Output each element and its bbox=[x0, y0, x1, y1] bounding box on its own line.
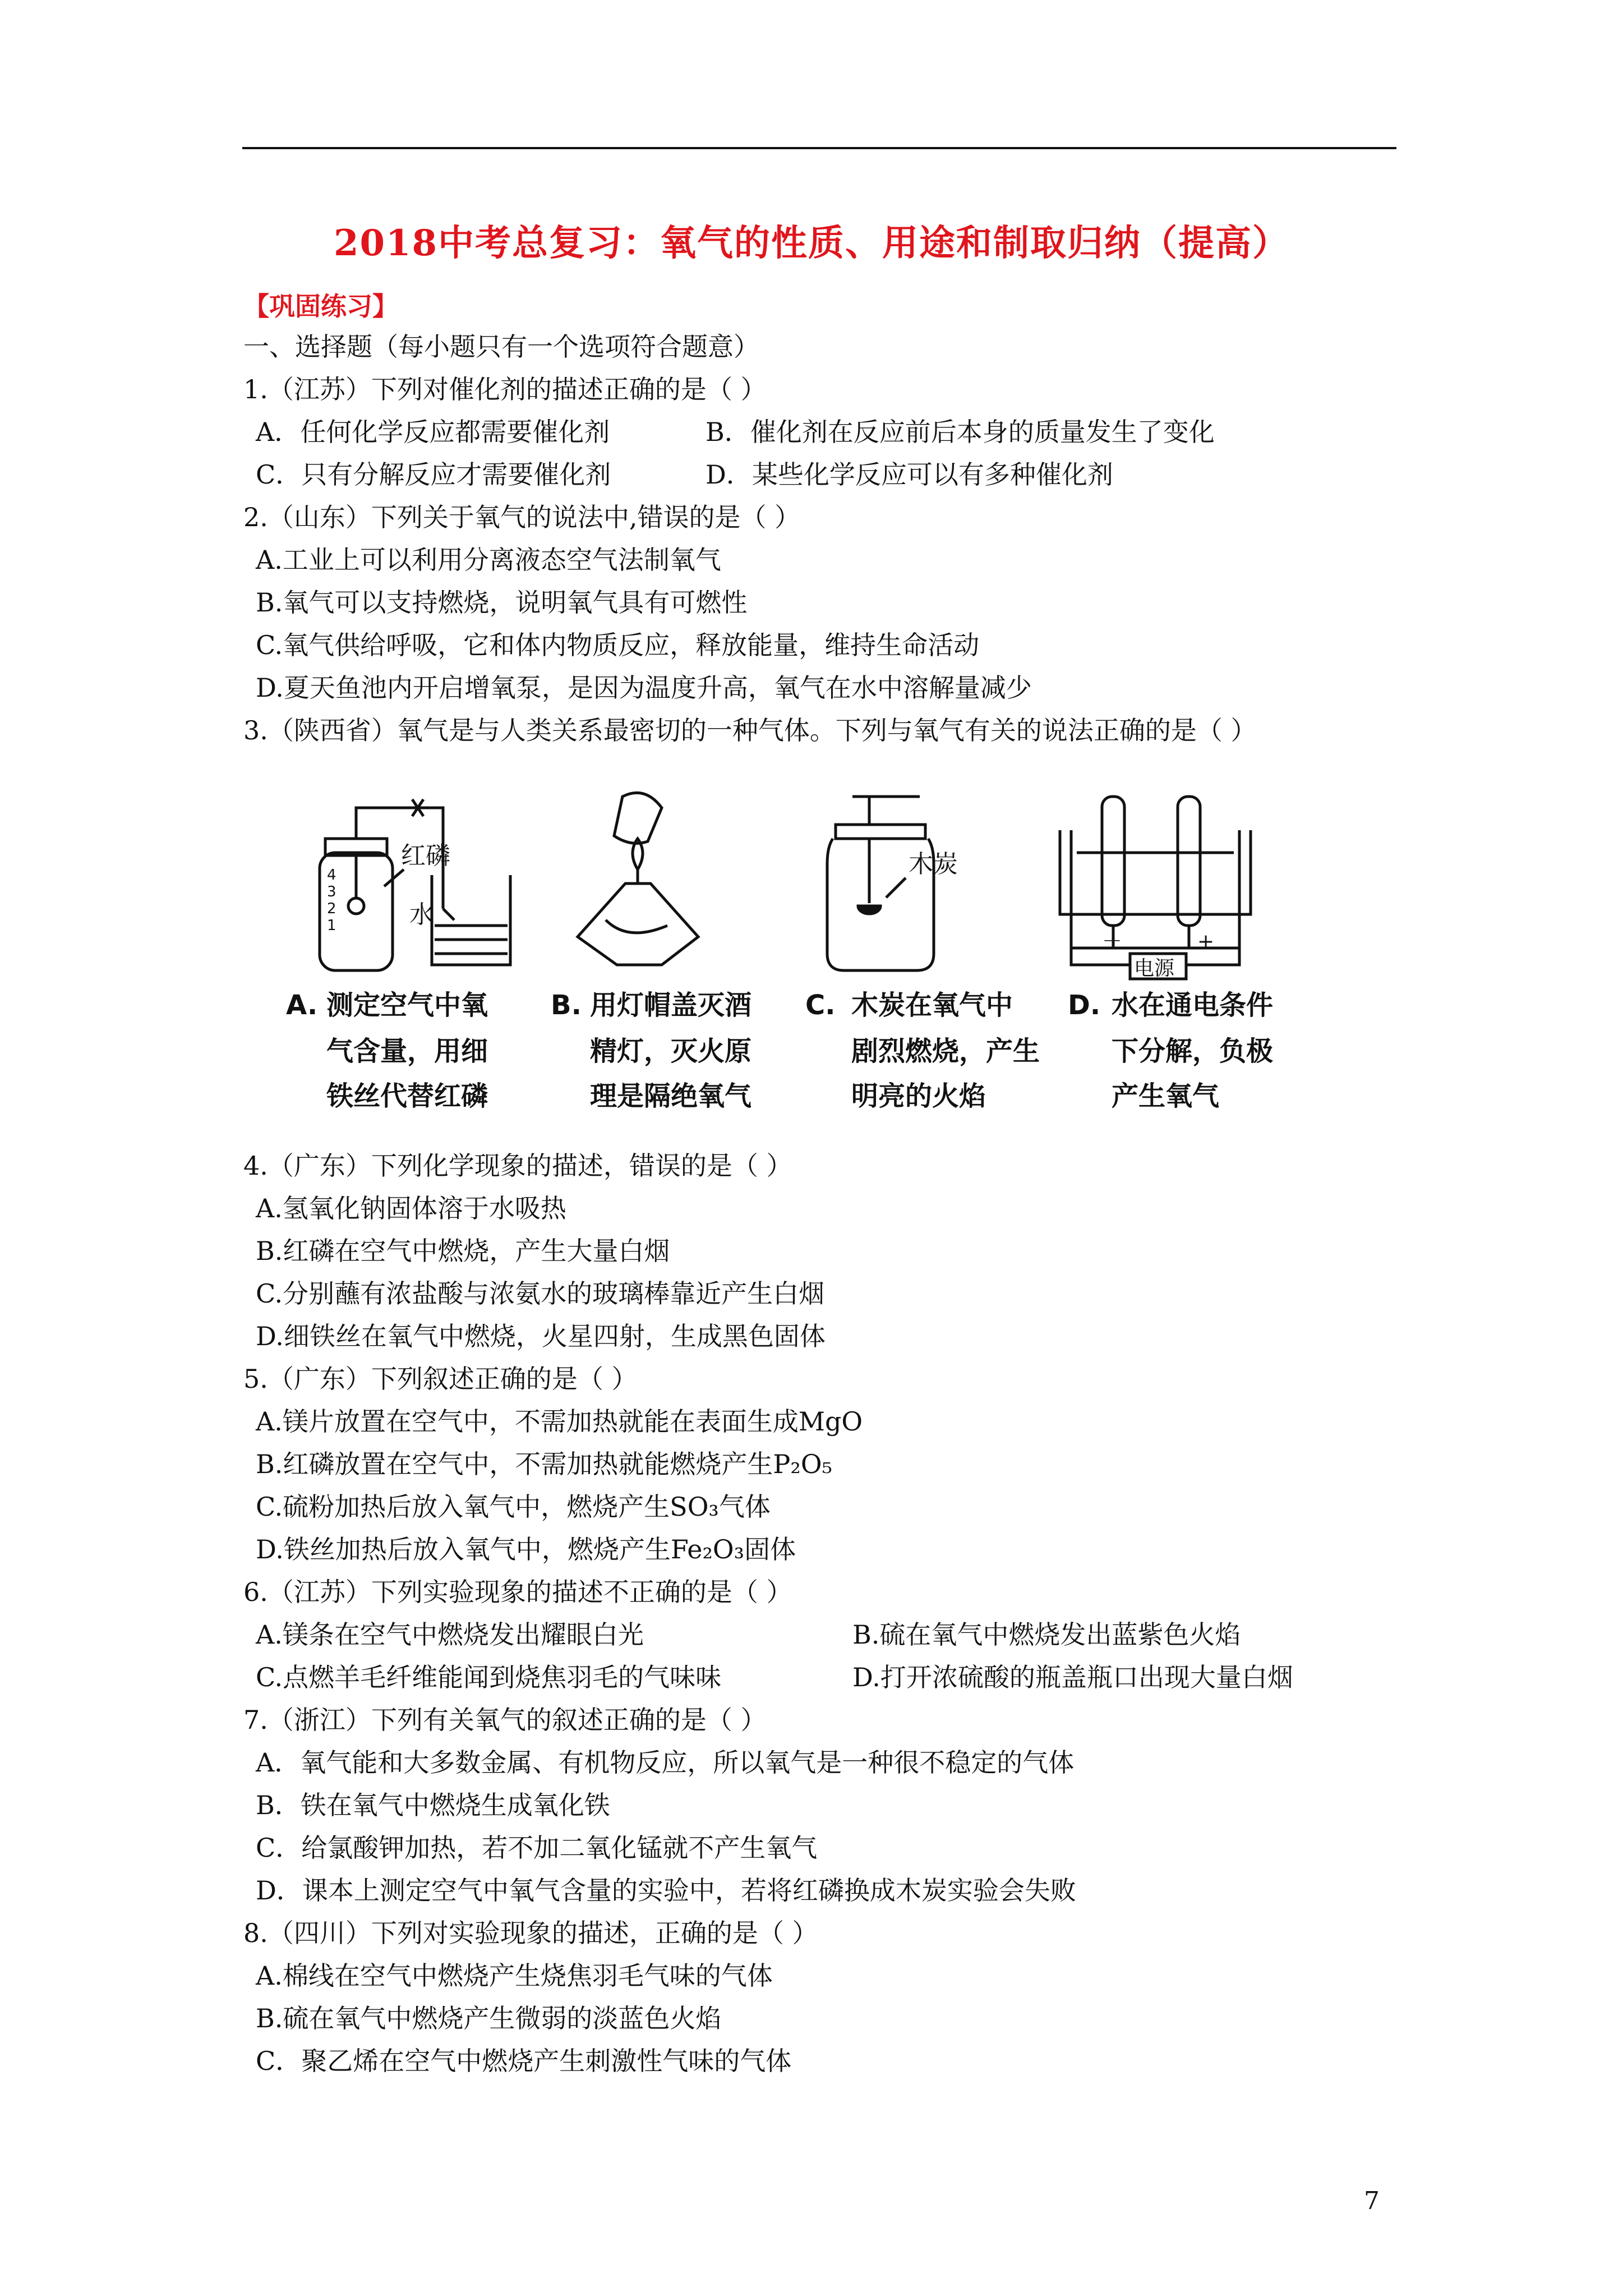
option: A．任何化学反应都需要催化剂 bbox=[256, 417, 610, 447]
scale-2: 2 bbox=[327, 900, 336, 917]
label-plus: + bbox=[1197, 930, 1215, 953]
question-stem: 6.（江苏）下列实验现象的描述不正确的是（ ） bbox=[243, 1577, 792, 1607]
option: B.硫在氧气中燃烧发出蓝紫色火焰 bbox=[852, 1619, 1241, 1650]
caption-d-letter: D. bbox=[1068, 990, 1101, 1021]
caption-c-line: 剧烈燃烧，产生 bbox=[851, 1036, 1040, 1067]
option: A.镁条在空气中燃烧发出耀眼白光 bbox=[256, 1619, 644, 1650]
label-charcoal: 木炭 bbox=[909, 850, 958, 878]
scale-4: 4 bbox=[327, 867, 336, 884]
label-water: 水 bbox=[409, 900, 434, 929]
caption-c-line: 木炭在氧气中 bbox=[851, 990, 1013, 1021]
option: B．催化剂在反应前后本身的质量发生了变化 bbox=[706, 417, 1215, 447]
option: A.棉线在空气中燃烧产生烧焦羽毛气味的气体 bbox=[256, 1961, 773, 1991]
page-title: 2018中考总复习：氧气的性质、用途和制取归纳（提高） bbox=[333, 222, 1290, 264]
question-stem: 8.（四川）下列对实验现象的描述，正确的是（ ） bbox=[243, 1918, 818, 1948]
header-rule bbox=[242, 147, 1396, 149]
section-label: 【巩固练习】 bbox=[243, 291, 398, 321]
option: D.打开浓硫酸的瓶盖瓶口出现大量白烟 bbox=[852, 1662, 1293, 1692]
caption-d-line: 下分解，负极 bbox=[1112, 1036, 1274, 1067]
option: D.铁丝加热后放入氧气中，燃烧产生Fe₂O₃固体 bbox=[256, 1534, 796, 1565]
option: B.硫在氧气中燃烧产生微弱的淡蓝色火焰 bbox=[256, 2003, 722, 2033]
question-stem: 3.（陕西省）氧气是与人类关系最密切的一种气体。下列与氧气有关的说法正确的是（ ） bbox=[243, 715, 1257, 746]
option: D．某些化学反应可以有多种催化剂 bbox=[706, 459, 1113, 490]
option: C.点燃羊毛纤维能闻到烧焦羽毛的气味味 bbox=[256, 1662, 722, 1692]
question-stem: 1.（江苏）下列对催化剂的描述正确的是（ ） bbox=[243, 374, 767, 404]
option: A.镁片放置在空气中，不需加热就能在表面生成MgO bbox=[256, 1406, 863, 1437]
caption-a-line: 铁丝代替红磷 bbox=[326, 1080, 488, 1112]
question-stem: 2.（山东）下列关于氧气的说法中,错误的是（ ） bbox=[243, 502, 801, 532]
apparatus-b bbox=[578, 793, 698, 965]
scale-1: 1 bbox=[327, 917, 336, 934]
option: B．铁在氧气中燃烧生成氧化铁 bbox=[256, 1790, 610, 1820]
option: D.细铁丝在氧气中燃烧，火星四射，生成黑色固体 bbox=[256, 1321, 826, 1351]
scale-3: 3 bbox=[327, 884, 336, 900]
caption-a-line: 气含量，用细 bbox=[326, 1036, 488, 1067]
option: D．课本上测定空气中氧气含量的实验中，若将红磷换成木炭实验会失败 bbox=[256, 1875, 1076, 1906]
apparatus-d bbox=[1060, 797, 1251, 979]
caption-a-letter: A. bbox=[286, 990, 318, 1021]
option: C.分别蘸有浓盐酸与浓氨水的玻璃棒靠近产生白烟 bbox=[256, 1278, 825, 1309]
question-stem: 5.（广东）下列叙述正确的是（ ） bbox=[243, 1364, 638, 1394]
experiment-figure bbox=[275, 785, 1357, 1122]
label-red-phosphorus: 红磷 bbox=[401, 841, 450, 870]
option: C.硫粉加热后放入氧气中，燃烧产生SO₃气体 bbox=[256, 1492, 771, 1522]
part-heading: 一、选择题（每小题只有一个选项符合题意） bbox=[243, 332, 759, 362]
label-power: 电源 bbox=[1134, 957, 1175, 980]
caption-d-line: 水在通电条件 bbox=[1112, 990, 1274, 1021]
option: C．聚乙烯在空气中燃烧产生刺激性气味的气体 bbox=[256, 2046, 792, 2076]
option: A.氢氧化钠固体溶于水吸热 bbox=[256, 1193, 566, 1223]
option: D.夏天鱼池内开启增氧泵，是因为温度升高，氧气在水中溶解量减少 bbox=[256, 673, 1032, 703]
option: B.红磷在空气中燃烧，产生大量白烟 bbox=[256, 1236, 670, 1266]
apparatus-a bbox=[320, 799, 510, 970]
label-minus: － bbox=[1102, 930, 1123, 953]
caption-b-line: 精灯，灭火原 bbox=[590, 1036, 752, 1067]
caption-c-line: 明亮的火焰 bbox=[851, 1080, 986, 1112]
option: B.氧气可以支持燃烧，说明氧气具有可燃性 bbox=[256, 587, 748, 618]
page-number: 7 bbox=[1364, 2187, 1380, 2215]
question-stem: 4.（广东）下列化学现象的描述，错误的是（ ） bbox=[243, 1151, 792, 1181]
apparatus-c bbox=[827, 797, 934, 970]
caption-b-line: 用灯帽盖灭酒 bbox=[590, 990, 752, 1021]
option: A．氧气能和大多数金属、有机物反应，所以氧气是一种很不稳定的气体 bbox=[256, 1747, 1075, 1778]
option: C．只有分解反应才需要催化剂 bbox=[256, 459, 611, 490]
option: A.工业上可以利用分离液态空气法制氧气 bbox=[256, 545, 721, 575]
option: B.红磷放置在空气中，不需加热就能燃烧产生P₂O₅ bbox=[256, 1449, 832, 1479]
caption-d-line: 产生氧气 bbox=[1112, 1080, 1220, 1112]
question-stem: 7.（浙江）下列有关氧气的叙述正确的是（ ） bbox=[243, 1705, 767, 1735]
caption-b-line: 理是隔绝氧气 bbox=[590, 1080, 752, 1112]
caption-c-letter: C. bbox=[805, 990, 836, 1021]
option: C.氧气供给呼吸，它和体内物质反应，释放能量，维持生命活动 bbox=[256, 630, 980, 660]
caption-b-letter: B. bbox=[551, 990, 582, 1021]
option: C．给氯酸钾加热，若不加二氧化锰就不产生氧气 bbox=[256, 1833, 818, 1863]
caption-a-line: 测定空气中氧 bbox=[326, 990, 488, 1021]
